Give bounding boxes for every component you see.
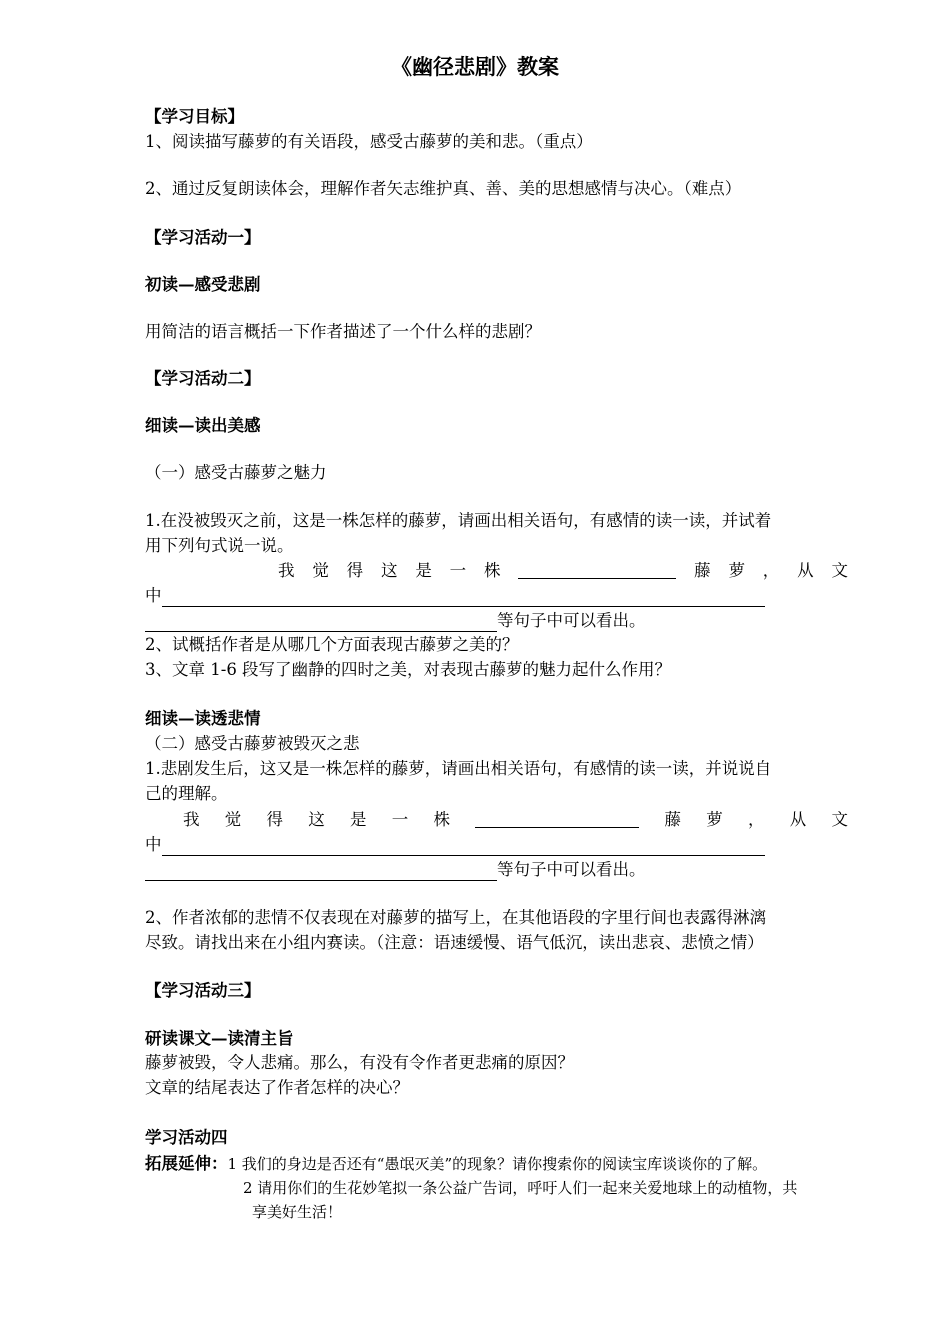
activity4-heading: 学习活动四 — [145, 1128, 228, 1147]
p1-line-1: 1.悲剧发生后，这又是一株怎样的藤萝，请画出相关语句，有感情的读一读，并说说自 — [145, 759, 772, 778]
fill-char: 萝 — [706, 810, 723, 829]
fill-char: 一 — [449, 561, 467, 580]
goals-heading: 【学习目标】 — [145, 107, 244, 126]
goal-item-2: 2、通过反复朗读体会，理解作者矢志维护真、善、美的思想感情与决心。（难点） — [145, 179, 742, 198]
fill-sentence-1 — [278, 560, 848, 582]
fill-char: 得 — [346, 561, 364, 580]
fill-char: 株 — [483, 561, 501, 580]
fill-char: 藤 — [694, 561, 711, 580]
q1-line-1: 1.在没被毁灭之前，这是一株怎样的藤萝，请画出相关语句，有感情的读一读，并试着 — [145, 511, 772, 530]
fill-char: 得 — [266, 810, 283, 829]
q2: 2、试概括作者是从哪几个方面表现古藤萝之美的？ — [145, 635, 519, 654]
answer-blank[interactable] — [475, 809, 639, 828]
p2-line-1: 2、作者浓郁的悲情不仅表现在对藤萝的描写上，在其他语段的字里行间也表露得淋漓 — [145, 908, 766, 927]
activity3-q1: 藤萝被毁，令人悲痛。那么，有没有令作者更悲痛的原因？ — [145, 1053, 574, 1072]
answer-blank[interactable] — [145, 862, 497, 881]
activity3-q2: 文章的结尾表达了作者怎样的决心？ — [145, 1078, 409, 1097]
activity2-subheading: 细读—读出美感 — [145, 416, 261, 435]
activity1-question: 用简洁的语言概括一下作者描述了一个什么样的悲剧？ — [145, 322, 541, 341]
fill-end: 等句子中可以看出。 — [497, 860, 646, 879]
fill-char: 是 — [415, 561, 432, 580]
activity1-subheading: 初读—感受悲剧 — [145, 275, 261, 294]
fill-char: ， — [762, 561, 780, 580]
fill-char: 我 — [183, 810, 200, 829]
fill-end: 等句子中可以看出。 — [497, 611, 646, 630]
answer-blank[interactable] — [145, 613, 497, 632]
q3: 3、文章 1-6 段写了幽静的四时之美，对表现古藤萝的魅力起什么作用？ — [145, 660, 672, 679]
fill-zhong: 中 — [145, 586, 162, 605]
fill-char: 文 — [831, 561, 848, 580]
activity3-heading: 【学习活动三】 — [145, 981, 261, 1000]
fill-sentence-2-line-3 — [145, 859, 646, 881]
activity2-subheading-2: 细读—读透悲情 — [145, 709, 261, 728]
answer-blank[interactable] — [162, 837, 765, 856]
fill-char: ， — [748, 810, 765, 829]
fill-char: 觉 — [224, 810, 242, 829]
fill-char: 一 — [391, 810, 409, 829]
activity4-item-1: 1 我们的身边是否还有“愚氓灭美”的现象？请你搜索你的阅读宝库谈谈你的了解。 — [227, 1155, 768, 1173]
section1-heading: （一）感受古藤萝之魅力 — [145, 463, 327, 482]
fill-char: 文 — [831, 810, 848, 829]
fill-char: 从 — [789, 810, 807, 829]
activity4-item-2-line-2: 享美好生活！ — [252, 1203, 343, 1221]
activity1-heading: 【学习活动一】 — [145, 228, 261, 247]
fill-sentence-2-line-2 — [145, 834, 765, 856]
section2-heading: （二）感受古藤萝被毁灭之悲 — [145, 734, 360, 753]
q1-line-2: 用下列句式说一说。 — [145, 536, 294, 555]
fill-char: 这 — [380, 561, 398, 580]
fill-sentence-2 — [183, 809, 848, 831]
fill-char: 萝 — [728, 561, 745, 580]
fill-char: 是 — [350, 810, 367, 829]
fill-sentence-1-line-3 — [145, 610, 646, 632]
fill-char: 藤 — [664, 810, 681, 829]
answer-blank[interactable] — [162, 588, 765, 607]
answer-blank[interactable] — [518, 560, 676, 579]
fill-char: 觉 — [312, 561, 329, 580]
p2-line-2: 尽致。请找出来在小组内赛读。（注意：语速缓慢、语气低沉，读出悲哀、悲愤之情） — [145, 933, 764, 952]
activity2-heading: 【学习活动二】 — [145, 369, 261, 388]
activity4-item-2-line-1: 2 请用你们的生花妙笔拟一条公益广告词，呼吁人们一起来关爱地球上的动植物，共 — [243, 1179, 798, 1197]
fill-char: 这 — [308, 810, 325, 829]
fill-char: 株 — [433, 810, 450, 829]
fill-zhong: 中 — [145, 835, 162, 854]
fill-char: 从 — [797, 561, 814, 580]
fill-sentence-1-line-2 — [145, 585, 765, 607]
fill-char: 我 — [278, 561, 295, 580]
extension-label: 拓展延伸： — [145, 1154, 228, 1173]
p1-line-2: 己的理解。 — [145, 784, 228, 803]
page-title: 《幽径悲剧》教案 — [391, 54, 559, 79]
activity4-item-1-line — [145, 1153, 767, 1175]
activity3-subheading: 研读课文—读清主旨 — [145, 1029, 294, 1048]
goal-item-1: 1、阅读描写藤萝的有关语段，感受古藤萝的美和悲。（重点） — [145, 132, 593, 151]
